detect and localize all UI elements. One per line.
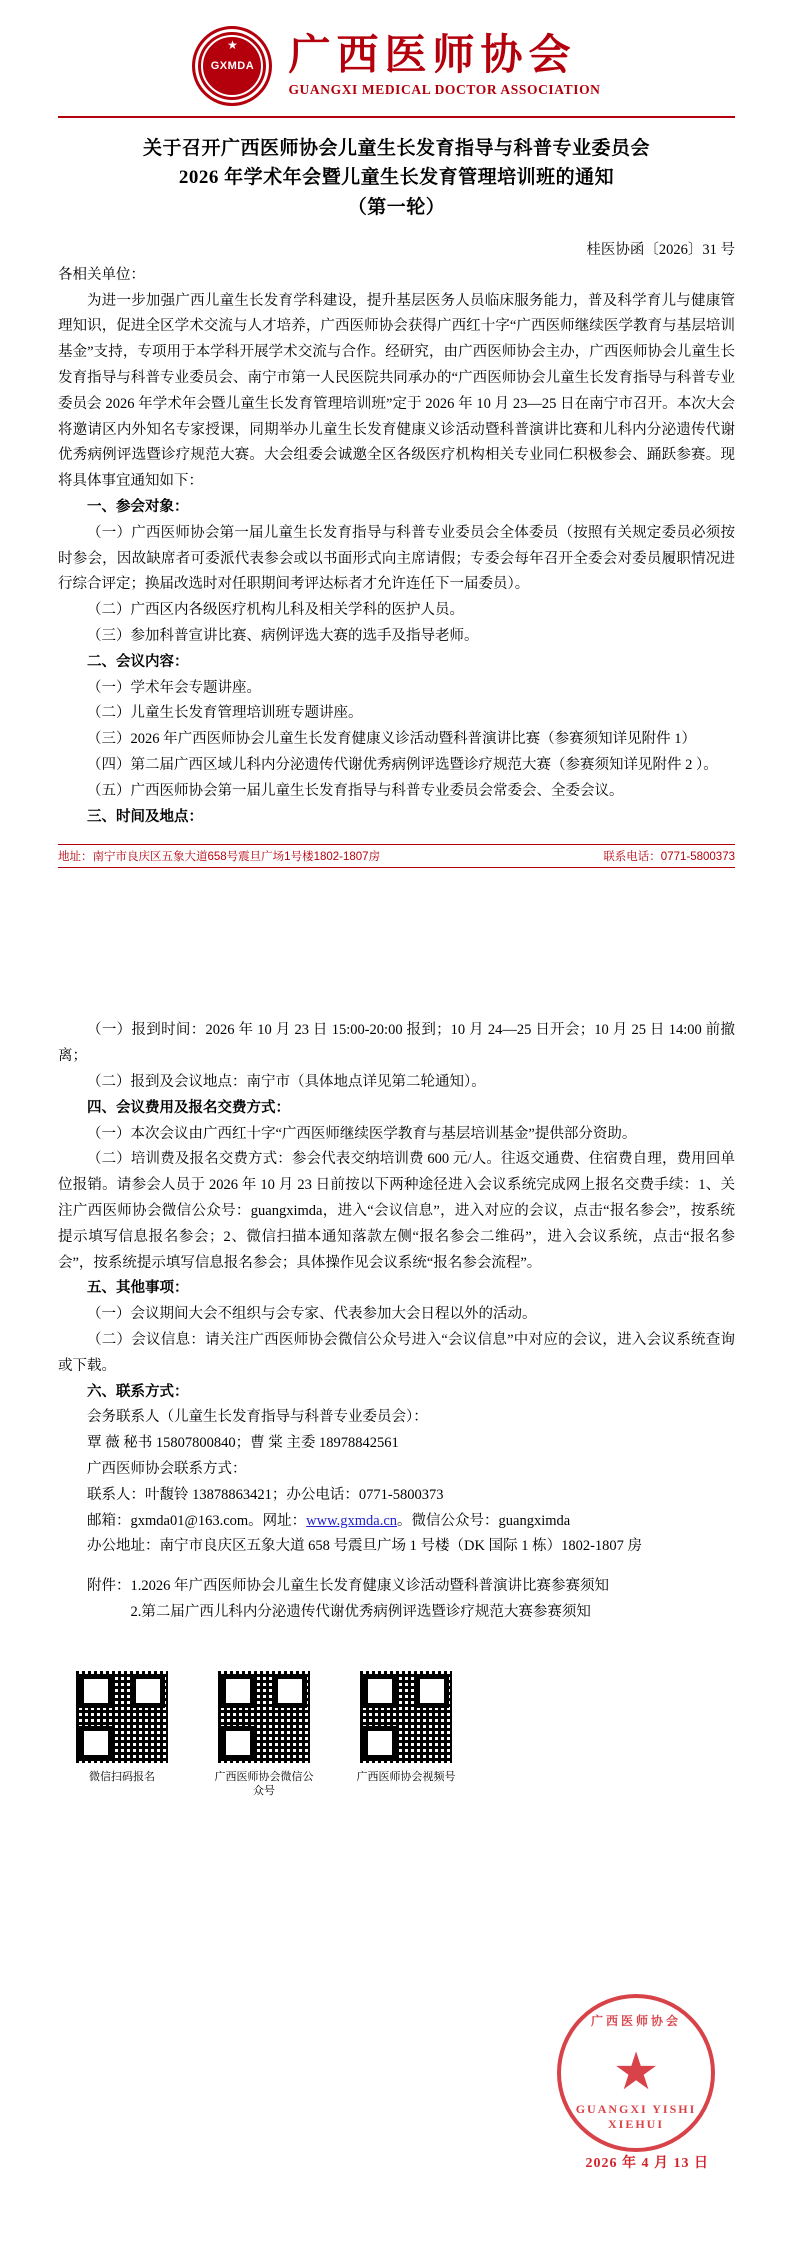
title-line-3: （第一轮） (347, 196, 446, 218)
organization-name-en: GUANGXI MEDICAL DOCTOR ASSOCIATION (288, 82, 601, 98)
contact-line-2: 覃 薇 秘书 15807800840；曹 棠 主委 18978842561 (87, 1435, 399, 1452)
email-label: 邮箱： (87, 1512, 131, 1529)
contact-line-4: 联系人：叶馥铃 13878863421；办公电话：0771-5800373 (87, 1486, 444, 1503)
wechat-value: guangximda (498, 1512, 571, 1529)
agenda-item-1: （一）学术年会专题讲座。 (87, 679, 261, 696)
website-link[interactable]: www.gxmda.cn (306, 1512, 398, 1529)
letterhead-divider (58, 116, 735, 118)
emblem-inner-ring (201, 35, 263, 97)
qr-signup-caption: 微信扫码报名 (89, 1770, 155, 1783)
qr-official-account-icon[interactable] (217, 1670, 311, 1764)
agenda-item-4: （四）第二届广西区域儿科内分泌遗传代谢优秀病例评选暨诊疗规范大赛（参赛须知详见附件 2 ）。 (87, 757, 718, 774)
agenda-item-5: （五）广西医师协会第一届儿童生长发育指导与科普专业委员会常委会、全委会议。 (87, 782, 624, 799)
section-heading-participants: 一、参会对象： (87, 499, 189, 516)
contact-line-3: 广西医师协会联系方式： (87, 1460, 247, 1477)
participants-item-2: （二）广西区内各级医疗机构儿科及相关学科的医护人员。 (87, 602, 464, 619)
seal-bottom-text: GUANGXI YISHI XIEHUI (575, 2102, 697, 2131)
contact-line-1: 会务联系人（儿童生长发育指导与科普专业委员会）： (87, 1409, 428, 1426)
page-footer-address-band (58, 844, 735, 868)
official-seal-icon (557, 1994, 715, 2152)
title-line-1: 关于召开广西医师协会儿童生长发育指导与科普专业委员会 (142, 138, 650, 159)
seal-date: 2026 年 4 月 13 日 (585, 2156, 709, 2171)
seal-star-icon: ★ (612, 2044, 660, 2101)
page-break-gap (58, 868, 735, 1018)
contact-office-address: 办公地址：南宁市良庆区五象大道 658 号震旦广场 1 号楼（DK 国际 1 栋）1802-1807 房 (87, 1538, 643, 1555)
qr-official-account-item[interactable] (210, 1670, 318, 1799)
website-label: 。 (248, 1512, 263, 1529)
contact-line-email (58, 1509, 735, 1535)
participants-item-3: （三）参加科普宣讲比赛、病例评选大赛的选手及指导老师。 (87, 628, 479, 645)
document-number: 桂医协函〔2026〕31 号 (586, 242, 735, 259)
footer-address: 地址：南宁市良庆区五象大道658号震旦广场1号楼1802-1807房 (58, 851, 381, 864)
salutation: 各相关单位： (58, 267, 145, 284)
qr-video-account-item[interactable] (352, 1670, 460, 1784)
qr-code-row (58, 1670, 735, 1799)
fees-item-2: （二）培训费及报名交费方式：参会代表交纳培训费 600 元/人。往返交通费、住宿费自理，费用回单位报销。请参会人员于 2026 年 10 月 23 日前按以下两种途径进入会议系统完成网上报名交费手续：1、关注广西医师协会微信公众号：guangximda，进入“会议信息”，进入对应的会议，点击“报名参会”，按系统提示填写信息报名参会；2、微信扫描本通知落款左侧“报名参会二维码”，进入会议系统，点击“报名参会”，按系统提示填写信息报名参会；具体操作见会议系统“报名参会流程”。 (58, 1151, 735, 1271)
email-value: gxmda01@163.com (130, 1512, 249, 1529)
attachment-2: 2.第二届广西儿科内分泌遗传代谢优秀病例评选暨诊疗规范大赛参赛须知 (130, 1603, 591, 1620)
agenda-item-2: （二）儿童生长发育管理培训班专题讲座。 (87, 705, 363, 722)
time-place-item-1: （一）报到时间：2026 年 10 月 23 日 15:00-20:00 报到；10 月 24—25 日开会；10 月 25 日 14:00 前撤离； (58, 1022, 735, 1065)
wechat-label: 。 (397, 1512, 412, 1529)
qr-signup-item[interactable] (68, 1670, 176, 1784)
association-emblem-icon (192, 26, 272, 106)
document-title (58, 134, 735, 222)
emblem-star-icon: ★ (227, 38, 238, 52)
seal-top-text: 广西医师协会 (590, 2014, 681, 2028)
website-label-text: 网址： (262, 1512, 307, 1529)
title-line-2: 2026 年学术年会暨儿童生长发育管理培训班的通知 (178, 167, 615, 189)
other-item-1: （一）会议期间大会不组织与会专家、代表参加大会日程以外的活动。 (87, 1306, 537, 1323)
letterhead (58, 0, 735, 106)
section-heading-fees: 四、会议费用及报名交费方式： (87, 1099, 290, 1116)
qr-official-account-caption: 广西医师协会微信公众号 (214, 1770, 314, 1798)
agenda-item-3: （三）2026 年广西医师协会儿童生长发育健康义诊活动暨科普演讲比赛（参赛须知详见附件 1） (87, 731, 696, 748)
qr-signup-icon[interactable] (75, 1670, 169, 1764)
emblem-label: GXMDA (210, 60, 255, 72)
section-heading-contacts: 六、联系方式： (87, 1383, 189, 1400)
qr-video-account-icon[interactable] (359, 1670, 453, 1764)
section-heading-agenda: 二、会议内容： (87, 653, 189, 670)
other-item-2: （二）会议信息：请关注广西医师协会微信公众号进入“会议信息”中对应的会议，进入会议系统查询或下载。 (58, 1331, 735, 1374)
qr-video-account-caption: 广西医师协会视频号 (356, 1770, 456, 1783)
section-heading-time-place: 三、时间及地点： (87, 808, 203, 825)
organization-names (288, 34, 600, 98)
time-place-item-2: （二）报到及会议地点：南宁市（具体地点详见第二轮通知）。 (87, 1074, 486, 1091)
fees-item-1: （一）本次会议由广西红十字“广西医师继续医学教育与基层培训基金”提供部分资助。 (87, 1125, 637, 1142)
section-heading-other: 五、其他事项： (87, 1280, 189, 1297)
footer-phone: 联系电话：0771-5800373 (603, 851, 735, 864)
wechat-label-text: 微信公众号： (411, 1512, 499, 1529)
intro-paragraph: 为进一步加强广西儿童生长发育学科建设，提升基层医务人员临床服务能力，普及科学育儿与健康管理知识，促进全区学术交流与人才培养，广西医师协会获得广西红十字“广西医师继续医学教育与基层培训基金”支持，专项用于本学科开展学术交流与合作。经研究，由广西医师协会主办，广西医师协会儿童生长发育指导与科普专业委员会、南宁市第一人民医院共同承办的“广西医师协会儿童生长发育指导与科普专业委员会 2026 年学术年会暨儿童生长发育管理培训班”定于 2026 年 10 月 23—25 日在南宁市召开。本次大会将邀请区内外知名专家授课，同期举办儿童生长发育健康义诊活动暨科普演讲比赛和儿科内分泌遗传代谢优秀病例评选暨诊疗规范大赛。大会组委会诚邀全区各级医疗机构相关专业同仁积极参会、踊跃参赛。现将具体事宜通知如下： (58, 292, 735, 490)
attachment-1: 附件：1.2026 年广西医师协会儿童生长发育健康义诊活动暨科普演讲比赛参赛须知 (87, 1578, 609, 1595)
organization-name-cn: 广西医师协会 (288, 32, 577, 79)
participants-item-1: （一）广西医师协会第一届儿童生长发育指导与科普专业委员会全体委员（按照有关规定委员必须按时参会，因故缺席者可委派代表参会或以书面形式向主席请假；专委会每年召开全委会对委员履职情况进行综合评定；换届改选时对任职期间考评达标者才允许连任下一届委员）。 (58, 524, 735, 593)
